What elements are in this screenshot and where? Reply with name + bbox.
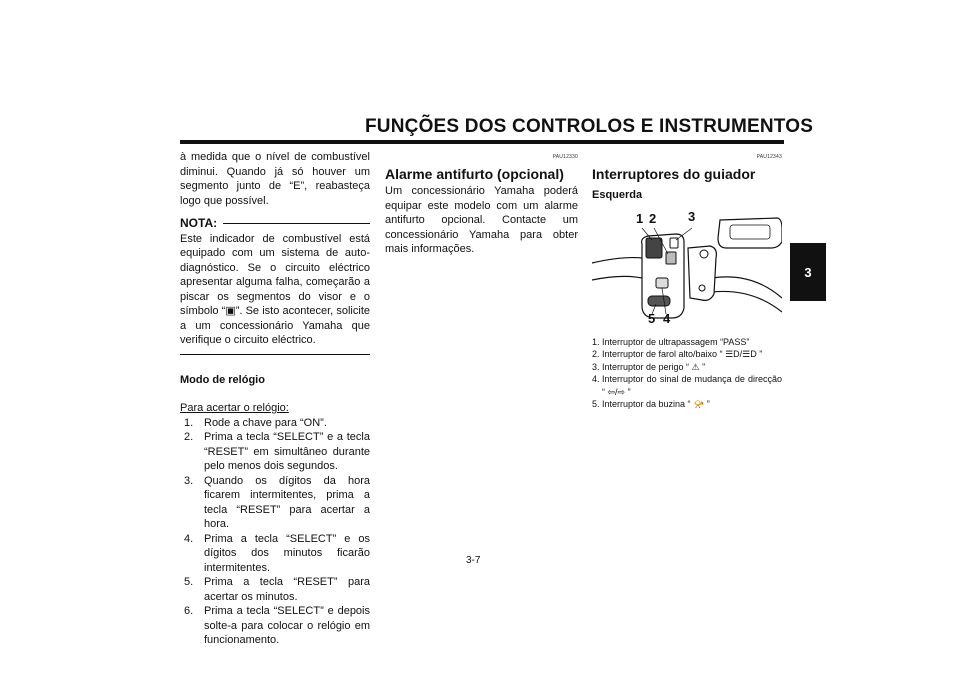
list-item: 4. Prima a tecla “SELECT” e os dígitos dos minutos ficarão intermitentes. — [184, 532, 370, 574]
section-title-handlebar-switches: Interruptores do guiador — [592, 165, 756, 182]
column-1 — [180, 150, 370, 648]
nota-text: Este indicador de combustível está equipado com um sistema de auto-diagnóstico. Se o circuito eléctrico apresentar alguma falha, começarão a piscar os segmentos do visor e o símbolo “▣”. Se isto acontecer, solicite a um concessionário Yamaha que verifique o circuito eléctrico. — [180, 232, 370, 346]
callout-3: 3 — [688, 208, 696, 224]
list-item: 5. Interruptor da buzina “ 📯 ” — [592, 399, 710, 409]
column-2 — [385, 150, 578, 257]
list-item: 6. Prima a tecla “SELECT” e depois solte-a para colocar o relógio em funcionamento. — [184, 605, 370, 646]
callout-1: 1 — [636, 210, 644, 226]
section-code: PAU12343 — [756, 154, 782, 160]
nota-rule — [223, 223, 370, 224]
list-item: 2. Prima a tecla “SELECT” e a tecla “RESET” em simultâneo durante pelo menos dois segundos. — [184, 431, 370, 472]
page-number: 3-7 — [466, 555, 481, 566]
page-header-title: FUNÇÕES DOS CONTROLOS E INSTRUMENTOS — [365, 116, 814, 137]
list-item: 1. Rode a chave para “ON”. — [184, 416, 327, 429]
section-title-alarm: Alarme antifurto (opcional) — [385, 165, 564, 182]
left-subheading: Esquerda — [592, 189, 643, 201]
figure-caption-list — [592, 336, 782, 411]
nota-label: NOTA: — [180, 216, 218, 230]
list-item: 3. Quando os dígitos da hora ficarem intermitentes, prima a tecla “RESET” para acertar a hora. — [184, 474, 370, 530]
handlebar-switch-illustration — [592, 208, 782, 328]
list-item: 2. Interruptor de farol alto/baixo “ ☰D/☰D ” — [592, 349, 763, 359]
nota-heading — [180, 216, 370, 231]
section-code: PAU12330 — [552, 154, 578, 160]
list-item: 1. Interruptor de ultrapassagem “PASS” — [592, 336, 750, 347]
column-3 — [592, 150, 782, 411]
header-rule — [180, 140, 784, 144]
callout-4: 4 — [663, 310, 671, 326]
handlebar-drawing — [592, 208, 782, 328]
fuel-gauge-intro: à medida que o nível de combustível diminui. Quando já só houver um segmento junto de “E”, reabasteça logo que possível. — [180, 151, 370, 207]
list-item: 4. Interruptor do sinal de mudança de direcção “ ⇦/⇨ ” — [592, 374, 782, 397]
list-item: 5. Prima a tecla “RESET” para acertar os minutos. — [184, 576, 370, 603]
alarm-text: Um concessionário Yamaha poderá equipar este modelo com um alarme antifurto opcional. Contacte um concessionário Yamaha para obter mais informações. — [385, 185, 578, 255]
clock-set-subheading: Para acertar o relógio: — [180, 402, 289, 414]
list-item: 3. Interruptor de perigo “ ⚠ ” — [592, 361, 706, 372]
callout-2: 2 — [649, 210, 657, 226]
chapter-tab: 3 — [790, 243, 826, 301]
clock-mode-heading: Modo de relógio — [180, 373, 265, 386]
clock-steps-list — [180, 416, 370, 648]
callout-5: 5 — [648, 310, 656, 326]
nota-end-rule — [180, 354, 370, 355]
